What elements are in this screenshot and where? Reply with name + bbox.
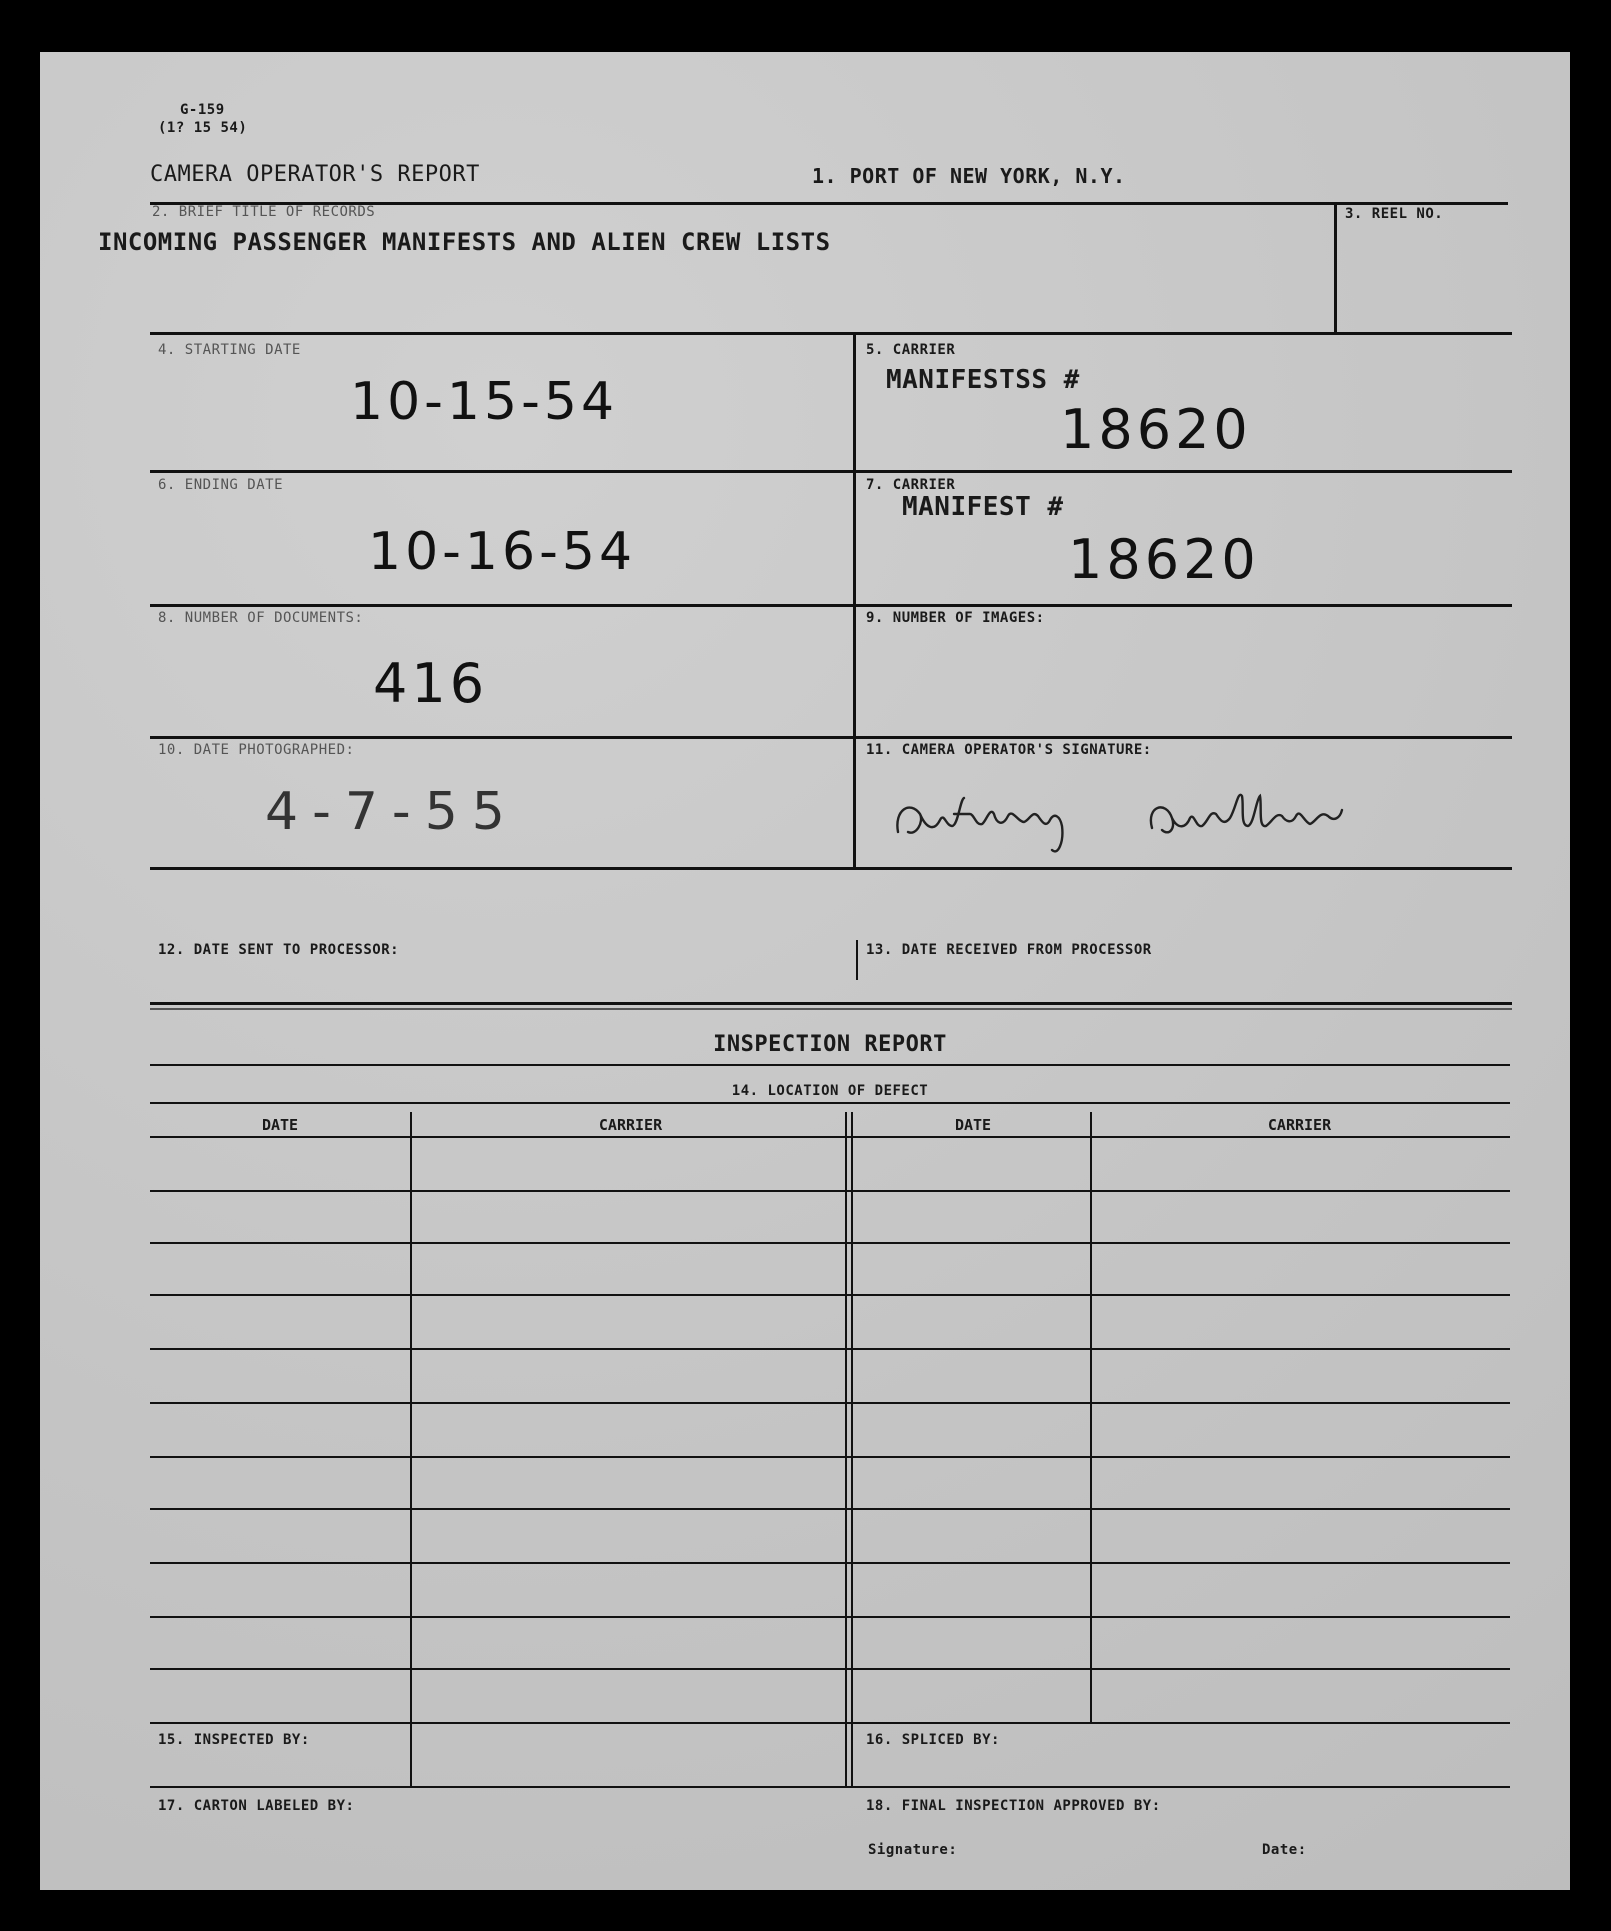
col-header-carrier-2: CARRIER [1267, 1116, 1332, 1134]
col-header-date-1: DATE [261, 1116, 299, 1134]
carrier-7-label: 7. CARRIER [866, 477, 956, 493]
carton-labeled-by-label: 17. CARTON LABELED BY: [158, 1798, 355, 1814]
camera-operator-signature [890, 770, 1370, 860]
inspection-report-title [150, 1032, 1510, 1057]
signature-label: Signature: [868, 1842, 958, 1858]
defect-location-subtitle [150, 1080, 1510, 1099]
form-title: CAMERA OPERATOR'S REPORT [150, 162, 480, 187]
starting-date-value: 10-15-54 [350, 372, 619, 432]
date-received-label: 13. DATE RECEIVED FROM PROCESSOR [866, 942, 1152, 958]
brief-title-label: 2. BRIEF TITLE OF RECORDS [152, 204, 376, 220]
spliced-by-label: 16. SPLICED BY: [866, 1732, 1000, 1748]
carrier-5-label: 5. CARRIER [866, 342, 956, 358]
defect-location-subtitle-text: 14. LOCATION OF DEFECT [731, 1083, 929, 1099]
ending-date-label: 6. ENDING DATE [158, 477, 284, 493]
form-sheet [40, 52, 1570, 1890]
col-header-date-2: DATE [954, 1116, 992, 1134]
final-inspection-label: 18. FINAL INSPECTION APPROVED BY: [866, 1798, 1161, 1814]
form-number: G-159 [180, 102, 225, 118]
date-label: Date: [1262, 1842, 1307, 1858]
date-photographed-value: 4-7-55 [265, 782, 519, 842]
carrier-7-value: 18620 [1068, 528, 1260, 591]
camera-operator-signature-label: 11. CAMERA OPERATOR'S SIGNATURE: [866, 742, 1152, 758]
ending-date-value: 10-16-54 [368, 522, 637, 582]
carrier-7-typed: MANIFEST # [902, 492, 1064, 522]
carrier-5-typed: MANIFESTSS # [886, 365, 1080, 395]
form-revision: (1? 15 54) [158, 120, 248, 136]
reel-no-label: 3. REEL NO. [1345, 206, 1444, 222]
starting-date-label: 4. STARTING DATE [158, 342, 301, 358]
date-sent-label: 12. DATE SENT TO PROCESSOR: [158, 942, 400, 958]
port-field: 1. PORT OF NEW YORK, N.Y. [812, 164, 1126, 188]
inspection-report-title-text: INSPECTION REPORT [713, 1032, 947, 1057]
date-photographed-label: 10. DATE PHOTOGRAPHED: [158, 742, 355, 758]
number-of-images-label: 9. NUMBER OF IMAGES: [866, 610, 1045, 626]
col-header-carrier-1: CARRIER [598, 1116, 663, 1134]
inspected-by-label: 15. INSPECTED BY: [158, 1732, 310, 1748]
number-of-documents-value: 416 [373, 652, 489, 715]
number-of-documents-label: 8. NUMBER OF DOCUMENTS: [158, 610, 364, 626]
carrier-5-value: 18620 [1060, 398, 1252, 461]
brief-title-value: INCOMING PASSENGER MANIFESTS AND ALIEN CREW LISTS [98, 228, 831, 256]
